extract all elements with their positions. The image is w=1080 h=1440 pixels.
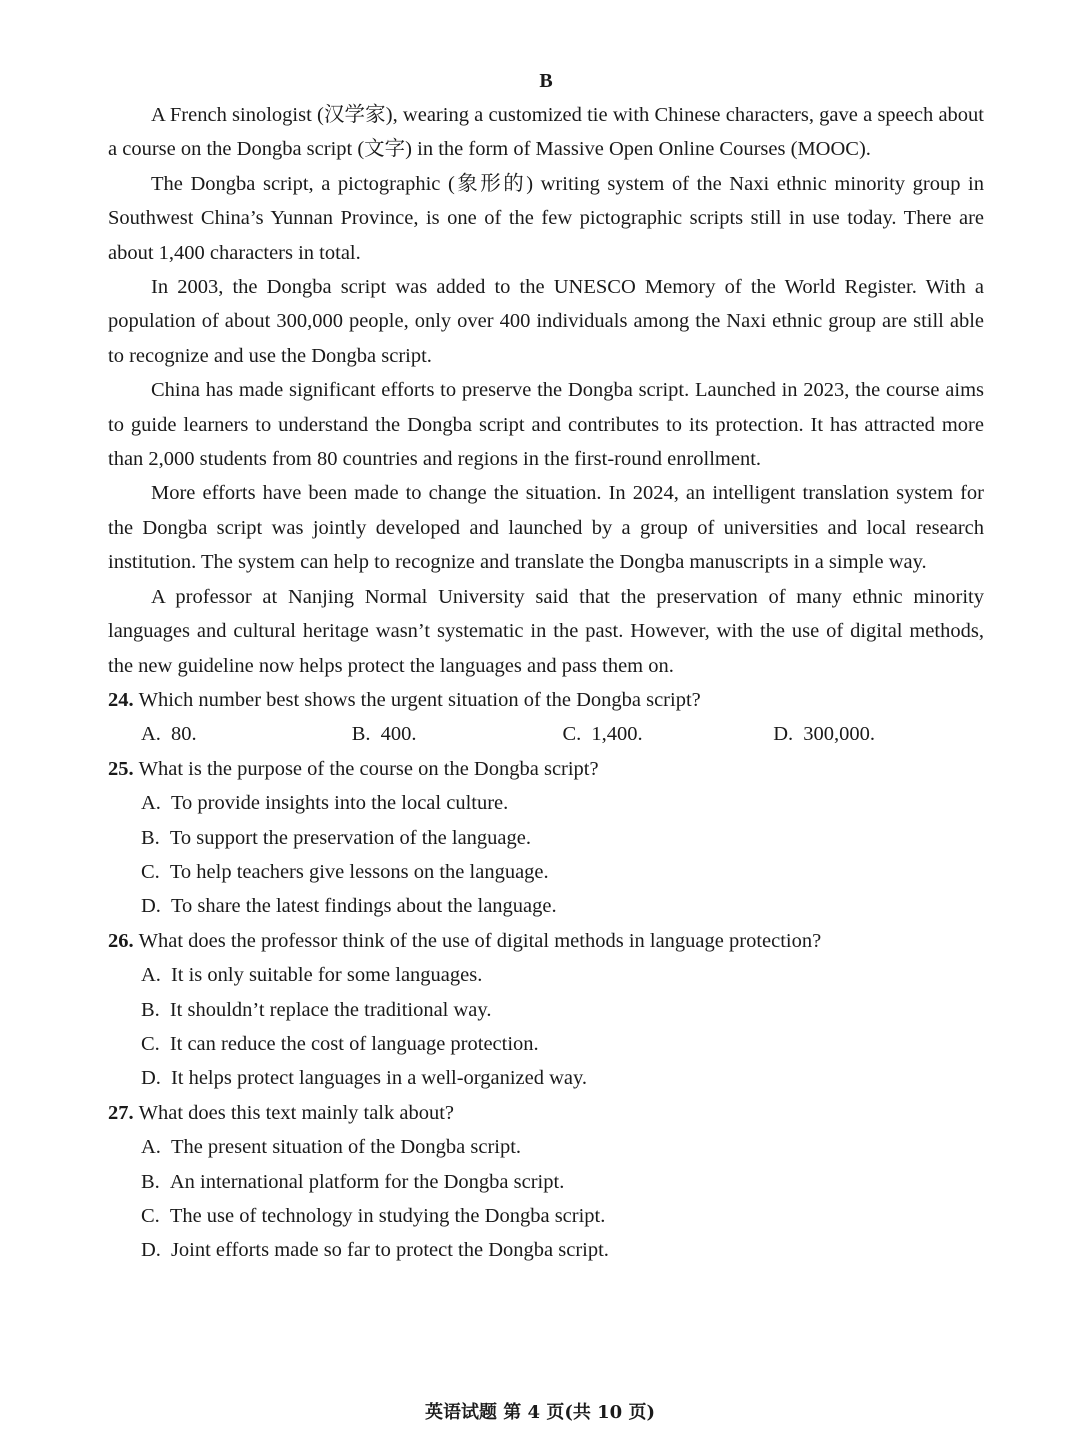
option-text: To support the preservation of the language. [169, 826, 532, 849]
option-letter: D. [141, 895, 161, 918]
question-25 [108, 752, 984, 924]
option-c[interactable] [108, 855, 984, 889]
option-text: An international platform for the Dongba script. [169, 1170, 565, 1193]
exam-page [108, 64, 984, 1268]
option-letter: A. [141, 1136, 161, 1159]
option-text: Joint efforts made so far to protect the Dongba script. [170, 1239, 609, 1262]
options-row [108, 717, 984, 751]
option-d[interactable] [108, 1061, 984, 1095]
question-number: 26. [108, 929, 134, 952]
option-c[interactable] [108, 1027, 984, 1061]
question-26 [108, 924, 984, 1096]
option-d[interactable] [108, 1233, 984, 1267]
question-stem [108, 924, 984, 958]
option-text: It can reduce the cost of language protection. [169, 1032, 539, 1055]
option-letter: C. [141, 1032, 160, 1055]
option-c[interactable] [108, 1199, 984, 1233]
question-text: Which number best shows the urgent situation of the Dongba script? [138, 688, 701, 711]
option-text: It shouldn’t replace the traditional way. [169, 998, 492, 1021]
option-text: To share the latest findings about the language. [170, 895, 557, 918]
option-a[interactable] [108, 786, 984, 820]
option-letter: B. [141, 1170, 160, 1193]
section-title: B [539, 70, 553, 92]
question-27 [108, 1096, 984, 1268]
option-letter: A. [141, 723, 161, 746]
passage-paragraph-2: The Dongba script, a pictographic (象形的) writing system of the Naxi ethnic minority group in Southwest China’s Yunnan Province, is one of the few pictographic scripts still in use today. There are about 1,400 characters in total. [108, 172, 984, 264]
option-text: It helps protect languages in a well-organized way. [170, 1067, 588, 1090]
option-b[interactable] [108, 821, 984, 855]
option-letter: D. [773, 723, 794, 746]
option-letter: B. [351, 723, 371, 746]
option-text: The present situation of the Dongba script. [170, 1136, 522, 1159]
option-letter: D. [141, 1239, 161, 1262]
option-a[interactable] [141, 717, 352, 751]
passage-paragraph-5: More efforts have been made to change the situation. In 2024, an intelligent translation system for the Dongba script was jointly developed and launched by a group of universities and local research institution. The system can help to recognize and translate the Dongba manuscripts in a simple way. [108, 482, 984, 574]
question-stem [108, 683, 984, 717]
passage-paragraph-3: In 2003, the Dongba script was added to the UNESCO Memory of the World Register. With a population of about 300,000 people, only over 400 individuals among the Naxi ethnic group are still able to recognize and use the Dongba script. [108, 276, 984, 367]
passage-paragraph-4: China has made significant efforts to preserve the Dongba script. Launched in 2023, the course aims to guide learners to understand the Dongba script and contributes to its protection. It has attracted more than 2,000 students from 80 countries and regions in the first-round enrollment. [108, 379, 984, 471]
option-a[interactable] [108, 1130, 984, 1164]
option-text: It is only suitable for some languages. [170, 964, 483, 987]
question-text: What does this text mainly talk about? [138, 1101, 455, 1124]
option-b[interactable] [108, 1165, 984, 1199]
option-letter: C. [562, 723, 582, 746]
option-b[interactable] [108, 993, 984, 1027]
question-24 [108, 683, 984, 752]
option-letter: C. [141, 1205, 160, 1227]
option-d[interactable] [773, 717, 984, 751]
passage-paragraph-6: A professor at Nanjing Normal University said that the preservation of many ethnic minority languages and cultural heritage wasn’t systematic in the past. However, with the use of digital methods, the new guideline now helps protect the languages and pass them on. [108, 585, 984, 677]
option-letter: A. [141, 792, 161, 815]
option-text: To help teachers give lessons on the language. [169, 860, 549, 883]
question-stem [108, 752, 984, 786]
option-c[interactable] [563, 717, 774, 751]
question-text: What is the purpose of the course on the Dongba script? [138, 757, 599, 780]
option-b[interactable] [352, 717, 563, 751]
passage-paragraph-1: A French sinologist (汉学家), wearing a customized tie with Chinese characters, gave a speech about a course on the Dongba script (文字) in the form of Massive Open Online Courses (MOOC). [108, 104, 984, 161]
option-a[interactable] [108, 958, 984, 992]
option-text: 1,400. [591, 723, 643, 746]
question-number: 25. [108, 757, 134, 780]
option-text: The use of technology in studying the Dongba script. [169, 1205, 606, 1227]
passage [108, 98, 984, 683]
option-d[interactable] [108, 889, 984, 923]
option-letter: A. [141, 964, 161, 987]
option-letter: B. [141, 998, 160, 1021]
question-number: 24. [108, 688, 134, 711]
option-letter: C. [141, 860, 160, 883]
option-letter: B. [141, 826, 160, 849]
question-number: 27. [108, 1101, 134, 1124]
page-footer: 英语试题 第 4 页(共 10 页) [425, 1402, 655, 1423]
option-text: 300,000. [803, 723, 875, 746]
option-letter: D. [141, 1067, 161, 1090]
option-text: To provide insights into the local culture. [170, 792, 509, 815]
option-text: 80. [170, 723, 197, 746]
question-text: What does the professor think of the use of digital methods in language protection? [138, 929, 822, 952]
question-stem [108, 1096, 984, 1130]
option-text: 400. [380, 723, 417, 746]
